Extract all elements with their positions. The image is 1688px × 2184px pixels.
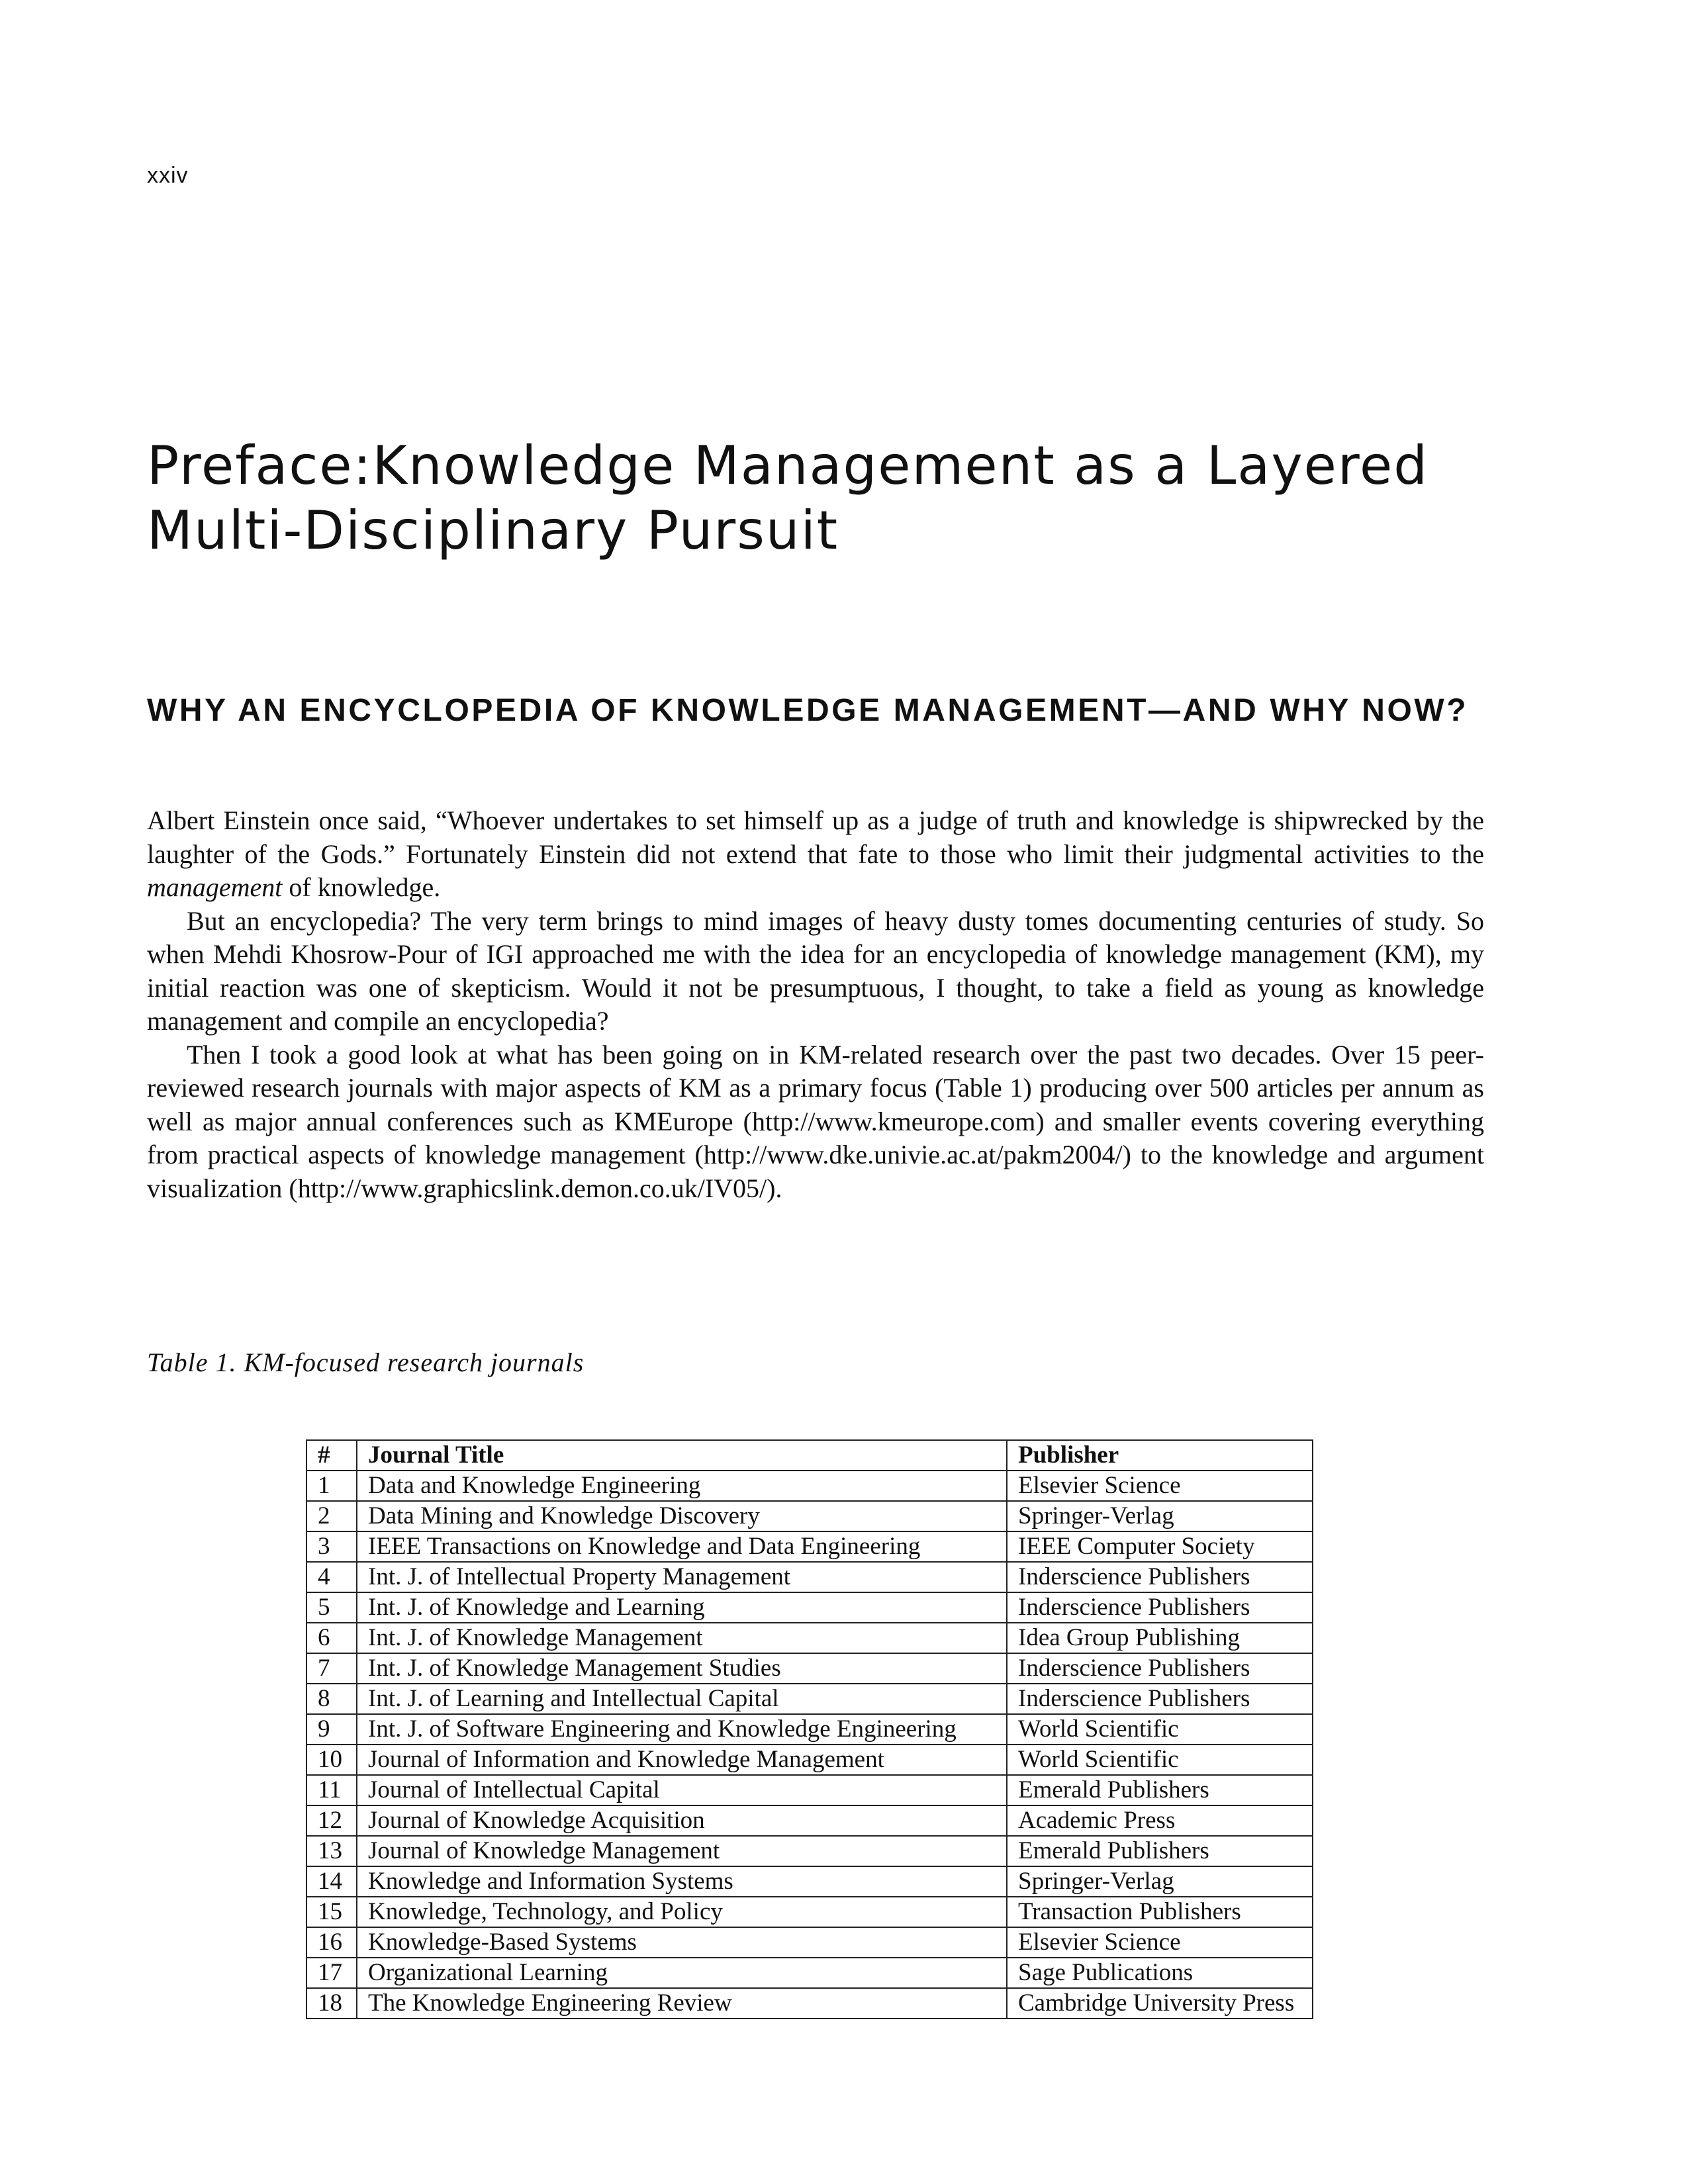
chapter-title-line-2: Multi-Disciplinary Pursuit xyxy=(147,500,839,561)
table-row xyxy=(306,1531,1313,1562)
cell-journal-title: Journal of Intellectual Capital xyxy=(357,1775,1007,1805)
table-row xyxy=(306,1653,1313,1684)
table-row xyxy=(306,1623,1313,1653)
body-text xyxy=(147,804,1484,1205)
table-row xyxy=(306,1988,1313,2019)
table-row xyxy=(306,1562,1313,1592)
table-row xyxy=(306,1684,1313,1714)
header-number: # xyxy=(306,1440,357,1471)
cell-number: 10 xyxy=(306,1745,357,1775)
paragraph-1-end: of knowledge. xyxy=(282,872,441,902)
cell-journal-title: Int. J. of Knowledge Management Studies xyxy=(357,1653,1007,1684)
cell-journal-title: Knowledge-Based Systems xyxy=(357,1927,1007,1958)
cell-publisher: Springer-Verlag xyxy=(1007,1501,1313,1531)
cell-journal-title: Int. J. of Intellectual Property Management xyxy=(357,1562,1007,1592)
cell-journal-title: Data and Knowledge Engineering xyxy=(357,1471,1007,1501)
cell-journal-title: IEEE Transactions on Knowledge and Data Engineering xyxy=(357,1531,1007,1562)
cell-number: 11 xyxy=(306,1775,357,1805)
cell-number: 5 xyxy=(306,1592,357,1623)
cell-publisher: Inderscience Publishers xyxy=(1007,1592,1313,1623)
cell-number: 12 xyxy=(306,1805,357,1836)
table-row xyxy=(306,1745,1313,1775)
cell-publisher: Academic Press xyxy=(1007,1805,1313,1836)
cell-publisher: World Scientific xyxy=(1007,1745,1313,1775)
emphasis-management: management xyxy=(147,872,283,902)
table-row xyxy=(306,1714,1313,1745)
cell-publisher: World Scientific xyxy=(1007,1714,1313,1745)
table-header-row xyxy=(306,1440,1313,1471)
cell-publisher: Springer-Verlag xyxy=(1007,1866,1313,1897)
header-journal-title: Journal Title xyxy=(357,1440,1007,1471)
cell-number: 15 xyxy=(306,1897,357,1927)
cell-number: 9 xyxy=(306,1714,357,1745)
cell-publisher: Inderscience Publishers xyxy=(1007,1562,1313,1592)
cell-number: 17 xyxy=(306,1958,357,1988)
cell-publisher: Transaction Publishers xyxy=(1007,1897,1313,1927)
cell-publisher: Emerald Publishers xyxy=(1007,1836,1313,1866)
cell-number: 2 xyxy=(306,1501,357,1531)
table-row xyxy=(306,1805,1313,1836)
cell-journal-title: The Knowledge Engineering Review xyxy=(357,1988,1007,2019)
page-number: xxiv xyxy=(147,163,189,188)
header-publisher: Publisher xyxy=(1007,1440,1313,1471)
cell-number: 6 xyxy=(306,1623,357,1653)
cell-journal-title: Knowledge, Technology, and Policy xyxy=(357,1897,1007,1927)
chapter-title-line-1: Preface:Knowledge Management as a Layered xyxy=(147,435,1429,496)
cell-journal-title: Int. J. of Knowledge and Learning xyxy=(357,1592,1007,1623)
cell-publisher: Elsevier Science xyxy=(1007,1927,1313,1958)
table-row xyxy=(306,1897,1313,1927)
table-body xyxy=(306,1471,1313,2019)
cell-publisher: Inderscience Publishers xyxy=(1007,1653,1313,1684)
cell-journal-title: Journal of Knowledge Management xyxy=(357,1836,1007,1866)
cell-journal-title: Knowledge and Information Systems xyxy=(357,1866,1007,1897)
table-row xyxy=(306,1927,1313,1958)
cell-publisher: Idea Group Publishing xyxy=(1007,1623,1313,1653)
paragraph-1-start: Albert Einstein once said, “Whoever undertakes to set himself up as a judge of truth and knowledge is shipwrecked by the laughter of the Gods.” Fortunately Einstein did not extend that fate to those who limit their judgmental activities to the xyxy=(147,805,1484,869)
cell-number: 3 xyxy=(306,1531,357,1562)
cell-publisher: Elsevier Science xyxy=(1007,1471,1313,1501)
cell-number: 4 xyxy=(306,1562,357,1592)
cell-number: 14 xyxy=(306,1866,357,1897)
cell-journal-title: Organizational Learning xyxy=(357,1958,1007,1988)
cell-publisher: Inderscience Publishers xyxy=(1007,1684,1313,1714)
cell-number: 8 xyxy=(306,1684,357,1714)
cell-publisher: Cambridge University Press xyxy=(1007,1988,1313,2019)
cell-publisher: Emerald Publishers xyxy=(1007,1775,1313,1805)
paragraph-2: But an encyclopedia? The very term brings to mind images of heavy dusty tomes documenting centuries of study. So when Mehdi Khosrow-Pour of IGI approached me with the idea for an encyclopedia of knowledge management (KM), my initial reaction was one of skepticism. Would it not be presumptuous, I thought, to take a field as young as knowledge management and compile an encyclopedia? xyxy=(147,905,1484,1036)
journals-table xyxy=(306,1439,1313,2019)
cell-number: 16 xyxy=(306,1927,357,1958)
table-row xyxy=(306,1836,1313,1866)
section-heading: WHY AN ENCYCLOPEDIA OF KNOWLEDGE MANAGEMENT—AND WHY NOW? xyxy=(147,693,1469,728)
table-row xyxy=(306,1958,1313,1988)
chapter-title xyxy=(147,433,1537,563)
table-row xyxy=(306,1471,1313,1501)
table-caption: Table 1. KM-focused research journals xyxy=(147,1347,585,1377)
table-row xyxy=(306,1501,1313,1531)
cell-number: 1 xyxy=(306,1471,357,1501)
cell-publisher: IEEE Computer Society xyxy=(1007,1531,1313,1562)
paragraph-3: Then I took a good look at what has been going on in KM-related research over the past two decades. Over 15 peer-reviewed research journals with major aspects of KM as a primary focus (Table 1) producing over 500 articles per annum as well as major annual conferences such as KMEurope (http://www.kmeurope.com) and smaller events covering everything from practical aspects of knowledge management (http://www.dke.univie.ac.at/pakm2004/) to the knowledge and argument visualization (http://www.graphicslink.demon.co.uk/IV05/). xyxy=(147,1039,1484,1203)
cell-journal-title: Journal of Knowledge Acquisition xyxy=(357,1805,1007,1836)
cell-journal-title: Data Mining and Knowledge Discovery xyxy=(357,1501,1007,1531)
cell-journal-title: Int. J. of Learning and Intellectual Capital xyxy=(357,1684,1007,1714)
cell-journal-title: Journal of Information and Knowledge Management xyxy=(357,1745,1007,1775)
cell-number: 13 xyxy=(306,1836,357,1866)
paragraph-1 xyxy=(147,804,1484,905)
cell-publisher: Sage Publications xyxy=(1007,1958,1313,1988)
cell-number: 18 xyxy=(306,1988,357,2019)
table-row xyxy=(306,1866,1313,1897)
cell-number: 7 xyxy=(306,1653,357,1684)
table-row xyxy=(306,1775,1313,1805)
cell-journal-title: Int. J. of Software Engineering and Knowledge Engineering xyxy=(357,1714,1007,1745)
cell-journal-title: Int. J. of Knowledge Management xyxy=(357,1623,1007,1653)
table-row xyxy=(306,1592,1313,1623)
